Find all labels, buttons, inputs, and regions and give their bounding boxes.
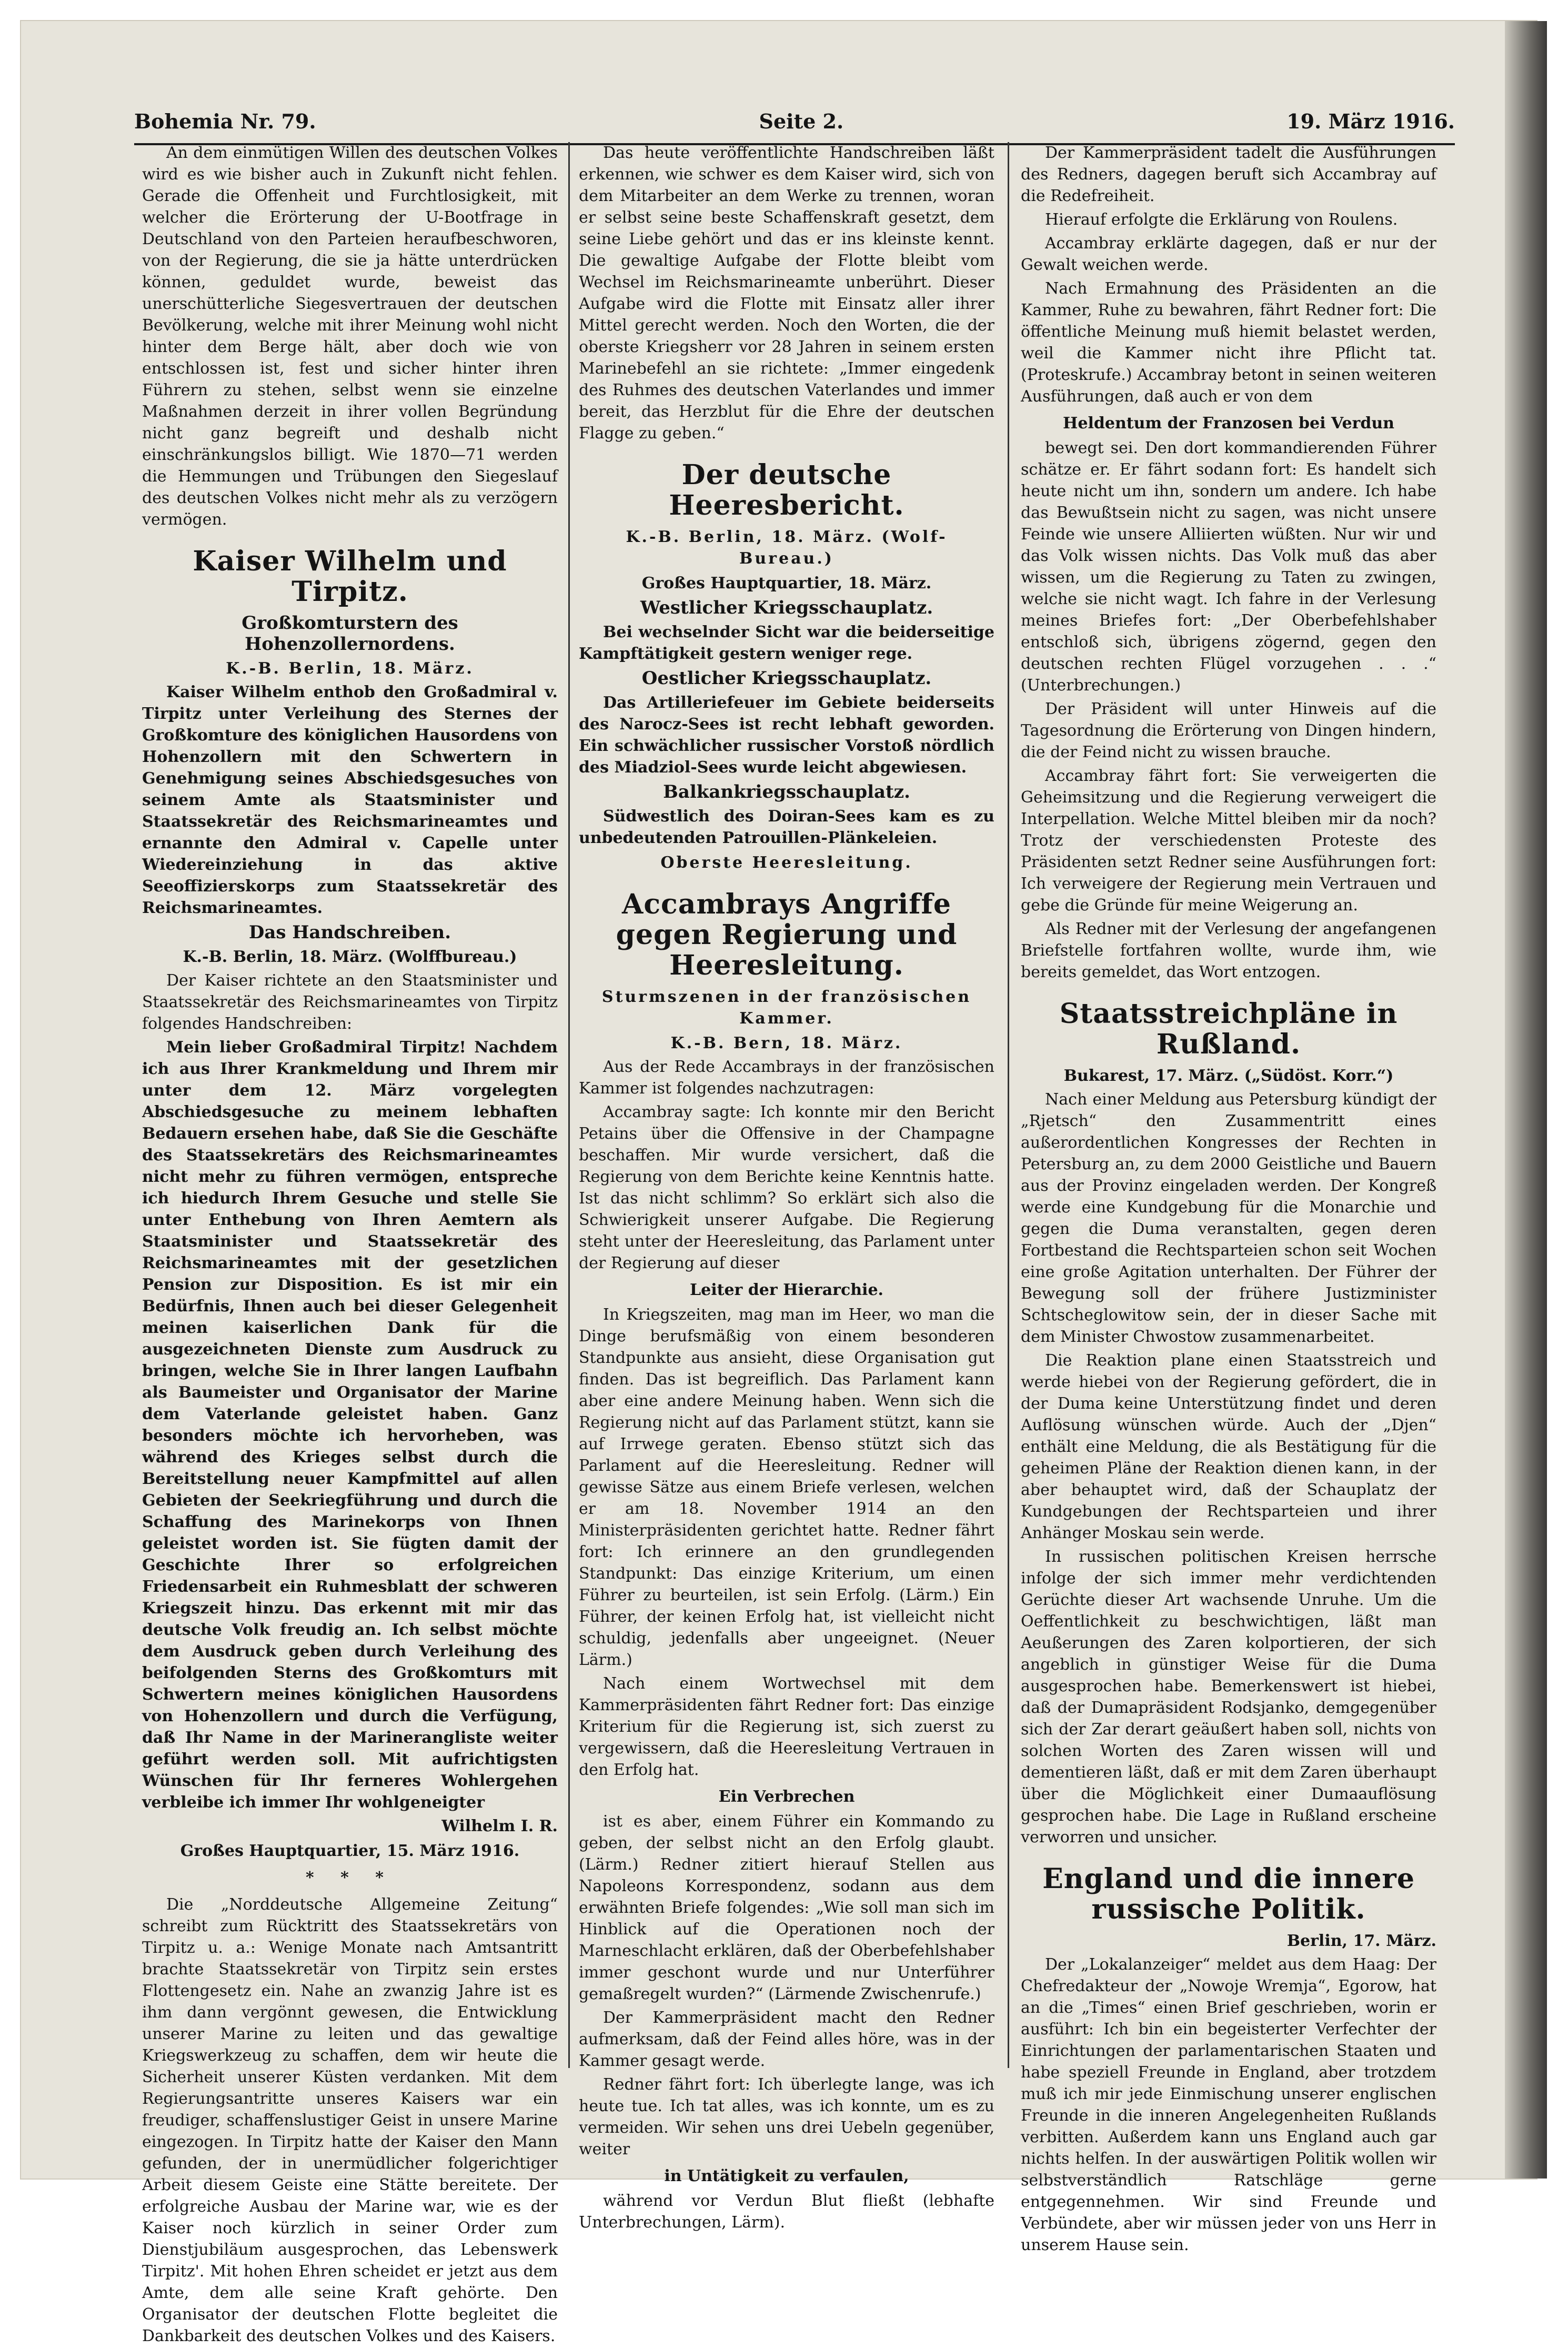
- article-text: Der Kammerpräsident tadelt die Ausführungen des Redners, dagegen beruft sich Accambray auf die Redefreiheit.: [1021, 144, 1436, 205]
- article-text: Redner fährt fort: Ich überlegte lange, was ich heute tue. Ich tat alles, was ich konnte, um es zu vermeiden. Wir sehen uns drei Uebeln gegenüber, weiter: [579, 2075, 994, 2159]
- article-text: An dem einmütigen Willen des deutschen Volkes wird es wie bisher auch in Zukunft nicht fehlen. Gerade die Offenheit und Furchtlosigkeit, mit welcher die Erörterung der U-Bootfrage in Deutschland von den Parteien heraufbeschworen, von der Regierung, die sie ja hätte unterdrücken können, geduldet wurde, beweist das unerschütterliche Siegesvertrauen der deutschen Bevölkerung, welche mit ihrer Meinung wohl nicht hinter dem Berge hält, aber doch wie von entschlossen ist, fest und sicher hinter ihren Führern zu stehen, selbst wenn sie einzelne Maßnahmen derzeit in ihrer vollen Begründung nicht ganz begreift und deshalb nicht einschränkungslos billigt. Wie 1870—71 werden die Hemmungen und Trübungen den Siegeslauf des deutschen Volkes nicht mehr als zu verzögern vermögen.: [142, 144, 558, 529]
- subheading: Heldentum der Franzosen bei Verdun: [1063, 414, 1394, 433]
- subheading: in Untätigkeit zu verfaulen,: [664, 2167, 909, 2185]
- letter-body: Mein lieber Großadmiral Tirpitz! Nachdem ich aus Ihrer Krankmeldung und Ihrem mir unter dem 12. März vorgelegten Abschiedsgesuche zu meinem lebhaften Bedauern ersehen habe, daß Sie die Geschäfte des Staatssekretärs des Reichsmarineamtes nicht mehr zu führen vermögen, entspreche ich hiedurch Ihrem Gesuche und stelle Sie unter Enthebung von Ihren Aemtern als Staatsminister und Staatssekretär des Reichsmarineamtes mit der gesetzlichen Pension zur Disposition. Es ist mir ein Bedürfnis, Ihnen auch bei dieser Gelegenheit meinen kaiserlichen Dank für die ausgezeichneten Dienste zum Ausdruck zu bringen, welche Sie in Ihrer langen Laufbahn als Baumeister und Organisator der Marine dem Vaterlande geleistet haben. Ganz besonders möchte ich hervorheben, was während des Krieges selbst durch die Bereitstellung neuer Kampfmittel auf allen Gebieten der Seekriegführung und durch die Schaffung des Marinekorps von Ihnen geleistet worden ist. Sie fügten damit der Geschichte Ihrer so erfolgreichen Friedensarbeit ein Ruhmesblatt der schweren Kriegszeit hinzu. Das erkennt mit mir das deutsche Volk freudig an. Ich selbst möchte dem Ausdruck geben durch Verleihung des beifolgenden Sterns des Großkomturs mit Schwertern meines königlichen Hausordens von Hohenzollern und durch die Verfügung, daß Ihr Name in der Marinerangliste weiter geführt werden soll. Mit aufrichtigsten Wünschen für Ihr ferneres Wohlergehen verbleibe ich immer Ihr wohlgeneigter: [142, 1038, 558, 1812]
- article-text: während vor Verdun Blut fließt (lebhafte Unterbrechungen, Lärm).: [579, 2192, 994, 2232]
- article-text: bewegt sei. Den dort kommandierenden Führer schätze er. Er fährt sodann fort: Es handelt sich heute nicht um ihn, sondern um andere. Ich habe das Bewußtsein nicht zu sagen, was nicht unsere Feinde wie unsere Alliierten wüßten. Nur wir und das Volk wissen nichts. Das Volk muß das aber wissen, um die Regierung zu Taten zu zwingen, welche sie nicht wagt. Ich fahre in der Verlesung meines Briefes fort: „Der Oberbefehlshaber entschloß sich, übrigens zögernd, gegen den deutschen rechten Flügel vorzugehen . . .“ (Unterbrechungen.): [1021, 439, 1436, 695]
- subheading: Ein Verbrechen: [718, 1788, 855, 1806]
- article-text: Accambray sagte: Ich konnte mir den Bericht Petains über die Offensive in der Champagne beschaffen. Mir wurde versichert, daß die Regierung von dem Berichte keine Kenntnis hatte. Ist das nicht schlimm? So erklärt sich also die Schwierigkeit unserer Aufgabe. Die Regierung steht unter der Heeresleitung, das Parlament unter der Regierung auf dieser: [579, 1103, 994, 1272]
- article-text: Als Redner mit der Verlesung der angefangenen Briefstelle fortfahren wollte, wurde ihm, wie bereits gemeldet, das Wort entzogen.: [1021, 920, 1436, 981]
- dateline: K.-B. Berlin, 18. März. (Wolf-Bureau.): [626, 528, 948, 568]
- header-date: 19. März 1916.: [1286, 109, 1455, 133]
- subheading: Leiter der Hierarchie.: [690, 1281, 883, 1299]
- article-text: Das heute veröffentlichte Handschreiben läßt erkennen, wie schwer es dem Kaiser wird, sich von dem Mitarbeiter an dem Werke zu trennen, woran er selbst seine beste Schaffenskraft gesetzt, dem seine Liebe gehört und das er ins kleinste kennt. Die gewaltige Aufgabe der Flotte bleibt vom Wechsel im Reichsmarineamte unberührt. Dieser Aufgabe wird die Flotte mit Einsatz aller ihrer Mittel gerecht werden. Noch den Worten, die der oberste Kriegsherr vor 28 Jahren in seinem ersten Marinebefehl an sie richtete: „Immer eingedenk des Ruhmes des deutschen Vaterlandes und immer bereit, das Herzblut für die Ehre der deutschen Flagge zu geben.“: [579, 144, 994, 443]
- column-rule-2: [1008, 142, 1009, 2068]
- dateline: Berlin, 17. März.: [1286, 1932, 1436, 1950]
- report-signature: Oberste Heeresleitung.: [660, 854, 913, 872]
- dateline: K.-B. Bern, 18. März.: [670, 1034, 903, 1052]
- article-headline: Kaiser Wilhelm und Tirpitz.: [193, 545, 507, 608]
- section-heading: Das Handschreiben.: [248, 922, 451, 943]
- article-text: Aus der Rede Accambrays in der französischen Kammer ist folgendes nachzutragen:: [579, 1058, 994, 1098]
- column-rule-1: [568, 142, 570, 2068]
- article-text: Nach einer Meldung aus Petersburg kündigt der „Rjetsch“ den Zusammentritt eines außerordentlichen Kongresses der Rechten in Petersburg an, zu dem 2000 Geistliche und Bauern aus der Provinz eingeladen werden. Der Kongreß werde eine Kundgebung für die Monarchie und gegen die Duma veranstalten, gegen deren Fortbestand die Rechtsparteien schon seit Wochen eine große Agitation unterhalten. Der Führer der Bewegung soll der frühere Justizminister Schtscheglowitow sein, der in dieser Sache mit dem Minister Chwostow zusammenarbeitet.: [1021, 1090, 1436, 1346]
- section-heading: Balkankriegsschauplatz.: [663, 781, 910, 802]
- article-text: Der „Lokalanzeiger“ meldet aus dem Haag: Der Chefredakteur der „Nowoje Wremja“, Egorow, hat an die „Times“ einen Brief geschrieben, worin er ausführt: Ich bin ein begeisterter Verfechter der Einrichtungen der parlamentarischen Staaten und habe speziell Freunde in England, aber trotzdem muß ich mir jede Einmischung unserer englischen Freunde in die inneren Angelegenheiten Rußlands verbitten. Außerdem kann uns England auch gar nichts helfen. In der auswärtigen Politik wollen wir selbstverständlich Ratschläge gerne entgegennehmen. Wir sind Freunde und Verbündete, aber wir müssen jeder von uns Herr in unserem Hause sein.: [1021, 1955, 1436, 2254]
- report-text: Das Artilleriefeuer im Gebiete beiderseits des Narocz-Sees ist recht lebhaft geworden. Ein schwächlicher russischer Vorstoß nördlich des Miadziol-Sees wurde leicht abgewiesen.: [579, 694, 994, 777]
- article-text: Der Kammerpräsident macht den Redner aufmerksam, daß der Feind alles höre, was in der Kammer gesagt werde.: [579, 2009, 994, 2070]
- article-text: In russischen politischen Kreisen herrsche infolge der sich immer mehr verdichtenden Gerüchte dieser Art wachsende Unruhe. Um die Oeffentlichkeit zu beschwichtigen, läßt man Aeußerungen des Zaren kolportieren, der sich angeblich in günstiger Weise für die Duma ausgesprochen habe. Bemerkenswert ist hiebei, daß der Dumapräsident Rodsjanko, demgegenüber sich der Zar derart geäußert haben soll, nichts von solchen Worten des Zaren wissen will und dementieren läßt, daß er mit dem Zaren überhaupt über die Möglichkeit einer Dumaauflösung gesprochen habe. Die Lage in Rußland erscheine verworren und unsicher.: [1021, 1548, 1436, 1846]
- section-heading: Westlicher Kriegsschauplatz.: [640, 597, 933, 618]
- article-text: Die Reaktion plane einen Staatsstreich und werde hiebei von der Regierung gefördert, die in der Duma keine Unterstützung findet und deren Auflösung wünschen würde. Auch der „Djen“ enthält eine Meldung, die als Bestätigung für die geheimen Pläne der Reaktion dienen kann, in der aber behauptet wird, daß der Schauplatz der Kundgebungen der Rechtsparteien und ihrer Anhänger Moskau sein werde.: [1021, 1351, 1436, 1542]
- article-text: Nach einem Wortwechsel mit dem Kammerpräsidenten fährt Redner fort: Das einzige Kriterium für die Regierung ist, sich zuerst zu vergewissern, daß die Heeresleitung Vertrauen in den Erfolg hat.: [579, 1674, 994, 1779]
- dateline: K.-B. Berlin, 18. März.: [226, 659, 474, 678]
- article-text: Hierauf erfolgte die Erklärung von Roulens.: [1045, 210, 1398, 229]
- article-text: Nach Ermahnung des Präsidenten an die Kammer, Ruhe zu bewahren, fährt Redner fort: Die öffentliche Meinung muß hiemit belastet werden, weil die Kammer nicht ihre Pflicht tat. (Proteskrufe.) Accambray betont in seinen weiteren Ausführungen, daß auch er von dem: [1021, 279, 1436, 406]
- article-text: Accambray fährt fort: Sie verweigerten die Geheimsitzung und die Regierung verweigert die Interpellation. Welche Mittel bleiben mir da noch? Trotz der verschiedensten Proteste des Präsidenten setzt Redner seine Ausführungen fort: Ich verweigere der Regierung mein Vertrauen und gebe die Gründe für meine Weigerung an.: [1021, 767, 1436, 915]
- article-text: Kaiser Wilhelm enthob den Großadmiral v. Tirpitz unter Verleihung des Sternes der Großkomture des königlichen Hausordens von Hohenzollern mit den Schwertern in Genehmigung seines Abschiedsgesuches von seinem Amte als Staatsminister und Staatssekretär des Reichsmarineamtes und ernannte den Admiral v. Capelle unter Wiedereinziehung in das aktive Seeoffizierskorps zum Staatssekretär des Reichsmarineamtes.: [142, 683, 558, 917]
- dateline: Bukarest, 17. März. („Südöst. Korr.“): [1063, 1067, 1394, 1085]
- dateline: K.-B. Berlin, 18. März. (Wolffbureau.): [183, 948, 517, 966]
- article-headline: Accambrays Angriffe gegen Regierung und Heeresleitung.: [616, 888, 958, 981]
- section-heading: Oestlicher Kriegsschauplatz.: [641, 668, 932, 689]
- article-subheadline: Großkomturstern des Hohenzollernordens.: [242, 613, 458, 655]
- letter-place: Großes Hauptquartier, 15. März 1916.: [180, 1842, 520, 1860]
- header-issue: Bohemia Nr. 79.: [134, 109, 316, 133]
- report-text: Bei wechselnder Sicht war die beiderseitige Kampftätigkeit gestern weniger rege.: [579, 623, 994, 663]
- headquarters-line: Großes Hauptquartier, 18. März.: [641, 574, 932, 593]
- column-1: [142, 142, 558, 2349]
- header-page-number: Seite 2.: [759, 109, 844, 133]
- article-text: Die „Norddeutsche Allgemeine Zeitung“ schreibt zum Rücktritt des Staatssekretärs von Tirpitz u. a.: Wenige Monate nach Amtsantritt brachte Staatssekretär von Tirpitz sein erstes Flottengesetz ein. Nahe an zwanzig Jahre ist es ihm dann vergönnt gewesen, die Entwicklung unserer Marine zu leiten und das gewaltige Kriegswerkzeug zu schaffen, dem wir heute die Sicherheit unserer Küsten verdanken. Mit dem Regierungsantritte unseres Kaisers war ein freudiger, schaffenslustiger Geist in unsere Marine eingezogen. In Tirpitz hatte der Kaiser den Mann gefunden, der in unermüdlicher folgerichtiger Arbeit diesem Geiste eine Stätte bereitete. Der erfolgreiche Ausbau der Marine war, wie es der Kaiser noch kürzlich in seiner Order zum Dienstjubiläum ausgesprochen, das Lebenswerk Tirpitz'. Mit hohen Ehren scheidet er jetzt aus dem Amte, dem alle seine Kraft gehörte. Den Organisator der deutschen Flotte begleitet die Dankbarkeit des deutschen Volkes und des Kaisers.: [142, 1895, 558, 2345]
- article-text: Der Kaiser richtete an den Staatsminister und Staatssekretär des Reichsmarineamtes von Tirpitz folgendes Handschreiben:: [142, 971, 558, 1033]
- letter-signature: Wilhelm I. R.: [441, 1817, 558, 1835]
- column-2: [579, 142, 994, 2235]
- article-text: Accambray erklärte dagegen, daß er nur der Gewalt weichen werde.: [1021, 234, 1436, 274]
- article-text: ist es aber, einem Führer ein Kommando zu geben, der selbst nicht an den Erfolg glaubt. (Lärm.) Redner zitiert hierauf Stellen aus Napoleons Korrespondenz, sodann aus dem erwähnten Briefe folgendes: „Wie soll man sich im Hinblick auf die Operationen noch der Marneschlacht erklären, daß der Oberbefehlshaber immer geschont wurde und nur Unterführer gemaßregelt wurden?“ (Lärmende Zwischenrufe.): [579, 1812, 994, 2003]
- article-text: Der Präsident will unter Hinweis auf die Tagesordnung die Erörterung von Dingen hindern, die der Feind nicht zu wissen brauche.: [1021, 700, 1436, 761]
- page-header: [134, 105, 1455, 145]
- column-3: [1021, 142, 1436, 2258]
- article-subheadline: Sturmszenen in der französischen Kammer.: [601, 988, 972, 1028]
- report-text: Südwestlich des Doiran-Sees kam es zu unbedeutenden Patrouillen-Plänkeleien.: [579, 807, 994, 847]
- letter-text: [142, 1037, 558, 1813]
- article-text: In Kriegszeiten, mag man im Heer, wo man die Dinge berufsmäßig von einem besonderen Standpunkte aus ansieht, diese Organisation gut finden. Das ist begreiflich. Das Parlament kann aber eine andere Meinung haben. Wenn sich die Regierung nicht auf das Parlament stützt, kann sie auf Irrwege geraten. Ebenso stützt sich das Parlament auf die Heeresleitung. Redner will gewisse Sätze aus einem Briefe verlesen, welchen er am 18. November 1914 an den Ministerpräsidenten gerichtet hatte. Redner fährt fort: Ich erinnere an den grundlegenden Standpunkt: Das einzige Kriterium, um einen Führer zu beurteilen, ist sein Erfolg. (Lärm.) Ein Führer, der keinen Erfolg hat, ist vielleicht nicht schuldig, jedenfalls aber ungeeignet. (Neuer Lärm.): [579, 1306, 994, 1669]
- separator: * * *: [306, 1869, 394, 1887]
- article-headline: England und die innere russische Politik.: [1042, 1863, 1415, 1925]
- scan-edge-shadow: [1505, 21, 1547, 2179]
- article-headline: Der deutsche Heeresbericht.: [669, 459, 904, 521]
- article-headline: Staatsstreichpläne in Rußland.: [1059, 998, 1398, 1060]
